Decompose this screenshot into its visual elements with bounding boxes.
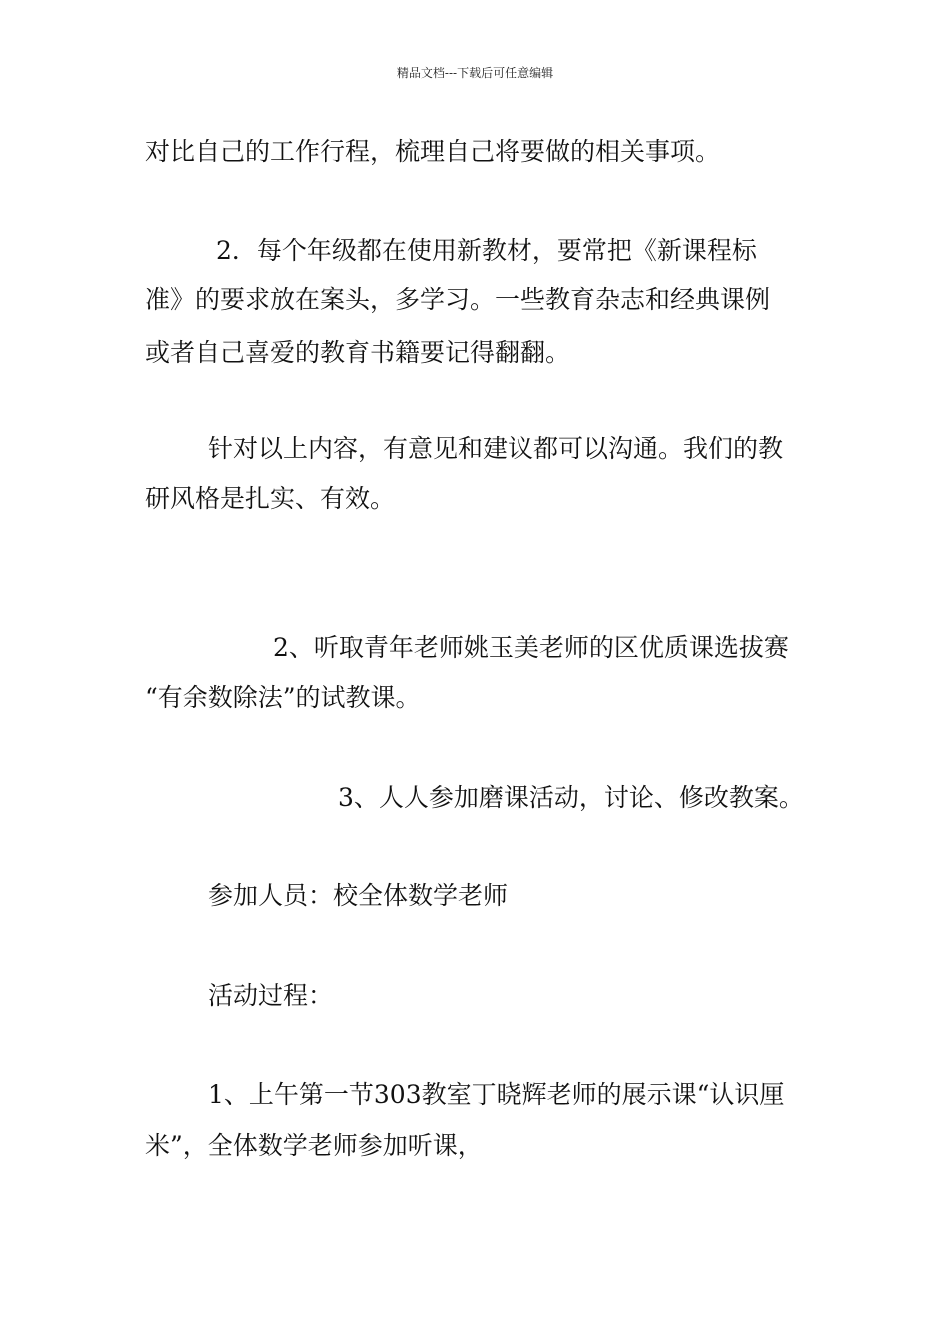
paragraph-line-3: 准》的要求放在案头，多学习。一些教育杂志和经典课例 — [145, 285, 771, 314]
paragraph-line-2: 2．每个年级都在使用新教材，要常把《新课程标 — [216, 236, 757, 265]
page-header: 精品文档---下载后可任意编辑 — [396, 66, 554, 80]
paragraph-line-7: 2、听取青年老师姚玉美老师的区优质课选拔赛 — [273, 633, 789, 662]
paragraph-line-8: “有余数除法”的试教课。 — [145, 683, 421, 712]
participants-line: 参加人员：校全体数学老师 — [208, 881, 509, 910]
paragraph-line-9: 3、人人参加磨课活动，讨论、修改教案。 — [338, 783, 804, 812]
paragraph-line-12: 1、上午第一节303教室丁晓辉老师的展示课“认识厘 — [208, 1080, 785, 1109]
paragraph-line-5: 针对以上内容，有意见和建议都可以沟通。我们的教 — [208, 434, 784, 463]
paragraph-line-4: 或者自己喜爱的教育书籍要记得翻翻。 — [145, 338, 571, 367]
activity-process-heading: 活动过程： — [208, 981, 334, 1010]
paragraph-line-13: 米”，全体数学老师参加听课， — [145, 1131, 483, 1160]
paragraph-line-6: 研风格是扎实、有效。 — [145, 484, 396, 513]
paragraph-line-1: 对比自己的工作行程，梳理自己将要做的相关事项。 — [145, 137, 721, 166]
